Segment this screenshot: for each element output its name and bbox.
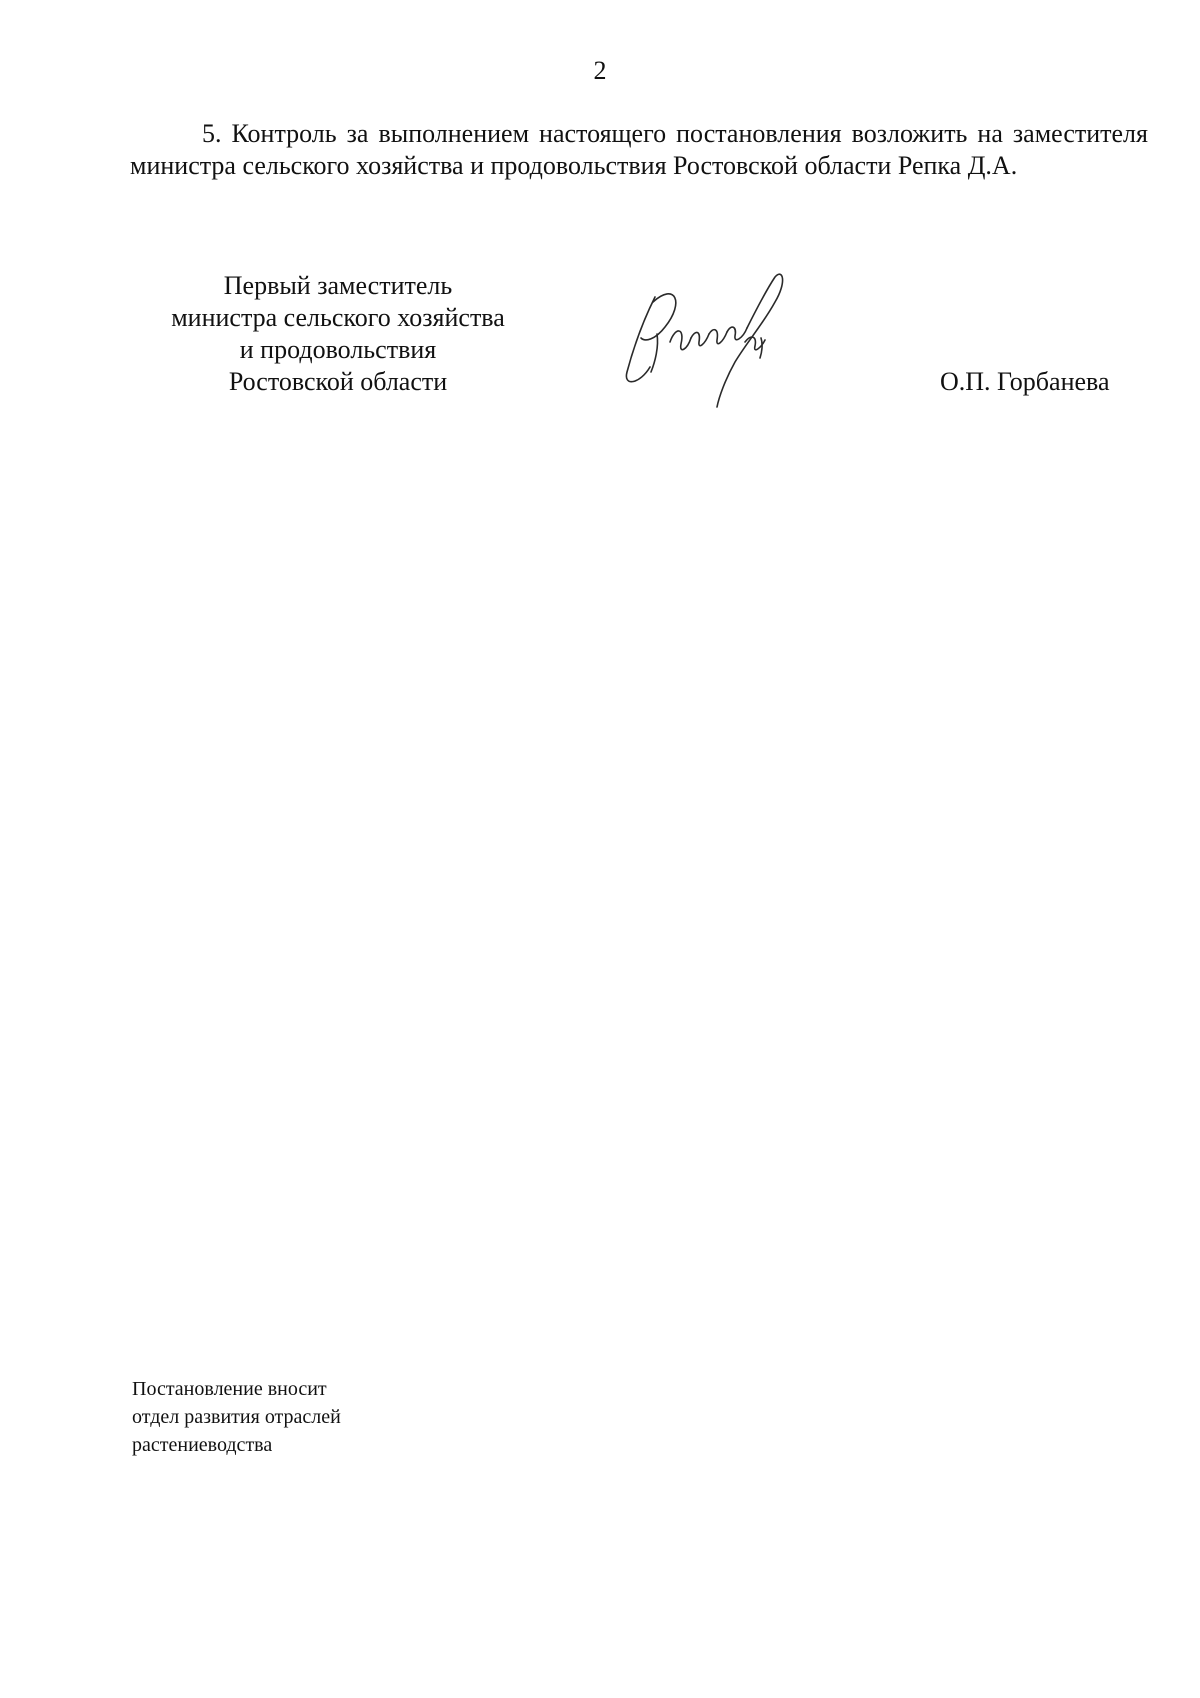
signatory-title-line: министра сельского хозяйства: [171, 303, 505, 332]
signatory-title-line: Ростовской области: [228, 367, 448, 396]
footnote-line: Постановление вносит: [132, 1378, 327, 1400]
page-number: 2: [593, 56, 607, 85]
signatory-title: [138, 270, 538, 398]
handwritten-signature: [615, 272, 815, 422]
control-paragraph: 5. Контроль за выполнением настоящего постановления возложить на заместителя министра сельского хозяйства и продовольствия Ростовской области Репка Д.А.: [130, 119, 1148, 180]
footnote-line: растениеводства: [132, 1434, 273, 1456]
signatory-title-line: Первый заместитель: [223, 271, 453, 300]
footnote-submitter: [132, 1375, 341, 1459]
footnote-line: отдел развития отраслей: [132, 1406, 341, 1428]
signatory-name: О.П. Горбанева: [940, 367, 1110, 396]
signatory-title-line: и продовольствия: [239, 335, 437, 364]
